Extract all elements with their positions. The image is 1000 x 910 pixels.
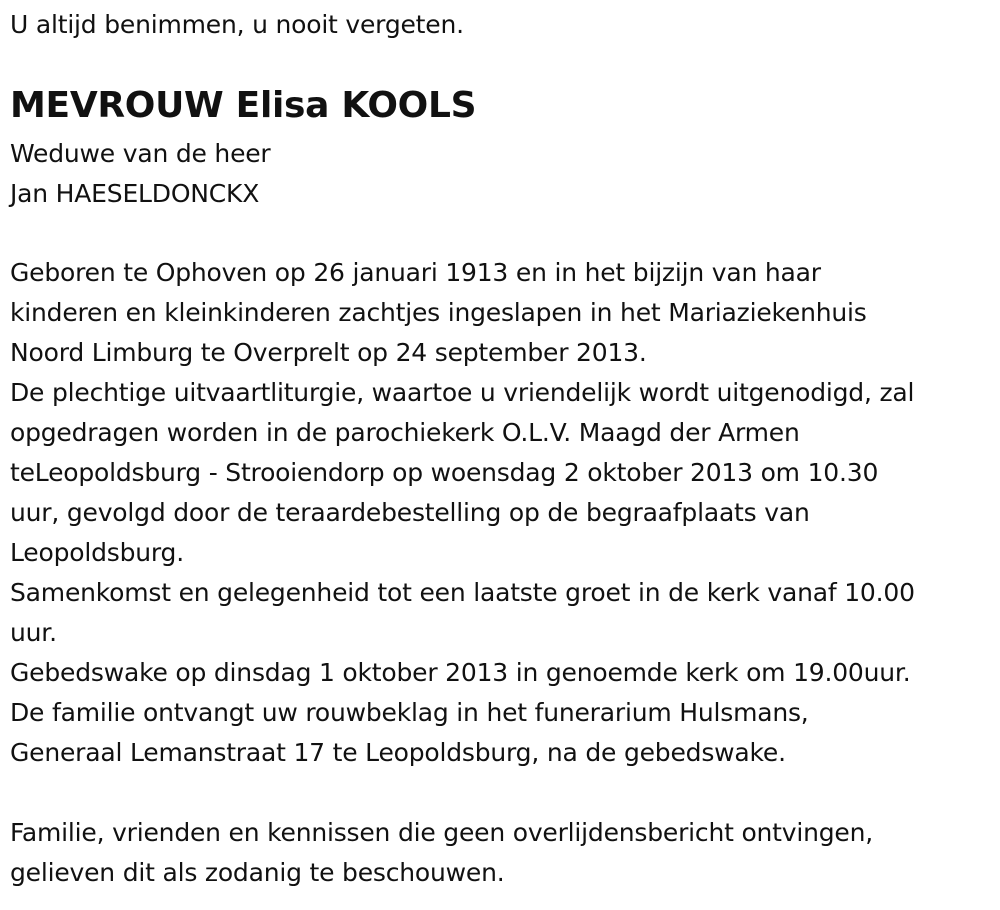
body-line: uur. [10, 618, 57, 647]
body-line: Noord Limburg te Overprelt op 24 september 2013. [10, 338, 647, 367]
body-line: kinderen en kleinkinderen zachtjes ingeslapen in het Mariaziekenhuis [10, 298, 867, 327]
body-line: Leopoldsburg. [10, 538, 184, 567]
widow-of-section [10, 134, 271, 214]
closing-line: Familie, vrienden en kennissen die geen overlijdensbericht ontvingen, [10, 818, 874, 847]
body-line: teLeopoldsburg - Strooiendorp op woensdag 2 oktober 2013 om 10.30 [10, 458, 879, 487]
funeral-details-section [10, 253, 915, 773]
subtitle-line: Weduwe van de heer [10, 139, 271, 168]
body-line: De familie ontvangt uw rouwbeklag in het funerarium Hulsmans, [10, 698, 809, 727]
body-line: Samenkomst en gelegenheid tot een laatste groet in de kerk vanaf 10.00 [10, 578, 915, 607]
motto-text: U altijd benimmen, u nooit vergeten. [10, 10, 464, 39]
subtitle-line: Jan HAESELDONCKX [10, 179, 260, 208]
closing-line: gelieven dit als zodanig te beschouwen. [10, 858, 505, 887]
body-line: opgedragen worden in de parochiekerk O.L.V. Maagd der Armen [10, 418, 800, 447]
body-line: Generaal Lemanstraat 17 te Leopoldsburg, na de gebedswake. [10, 738, 786, 767]
body-line: Geboren te Ophoven op 26 januari 1913 en in het bijzijn van haar [10, 258, 821, 287]
body-line: uur, gevolgd door de teraardebestelling op de begraafplaats van [10, 498, 810, 527]
closing-note-section [10, 813, 873, 893]
body-line: Gebedswake op dinsdag 1 oktober 2013 in genoemde kerk om 19.00uur. [10, 658, 911, 687]
deceased-name-heading: MEVROUW Elisa KOOLS [10, 85, 477, 126]
body-line: De plechtige uitvaartliturgie, waartoe u vriendelijk wordt uitgenodigd, zal [10, 378, 915, 407]
